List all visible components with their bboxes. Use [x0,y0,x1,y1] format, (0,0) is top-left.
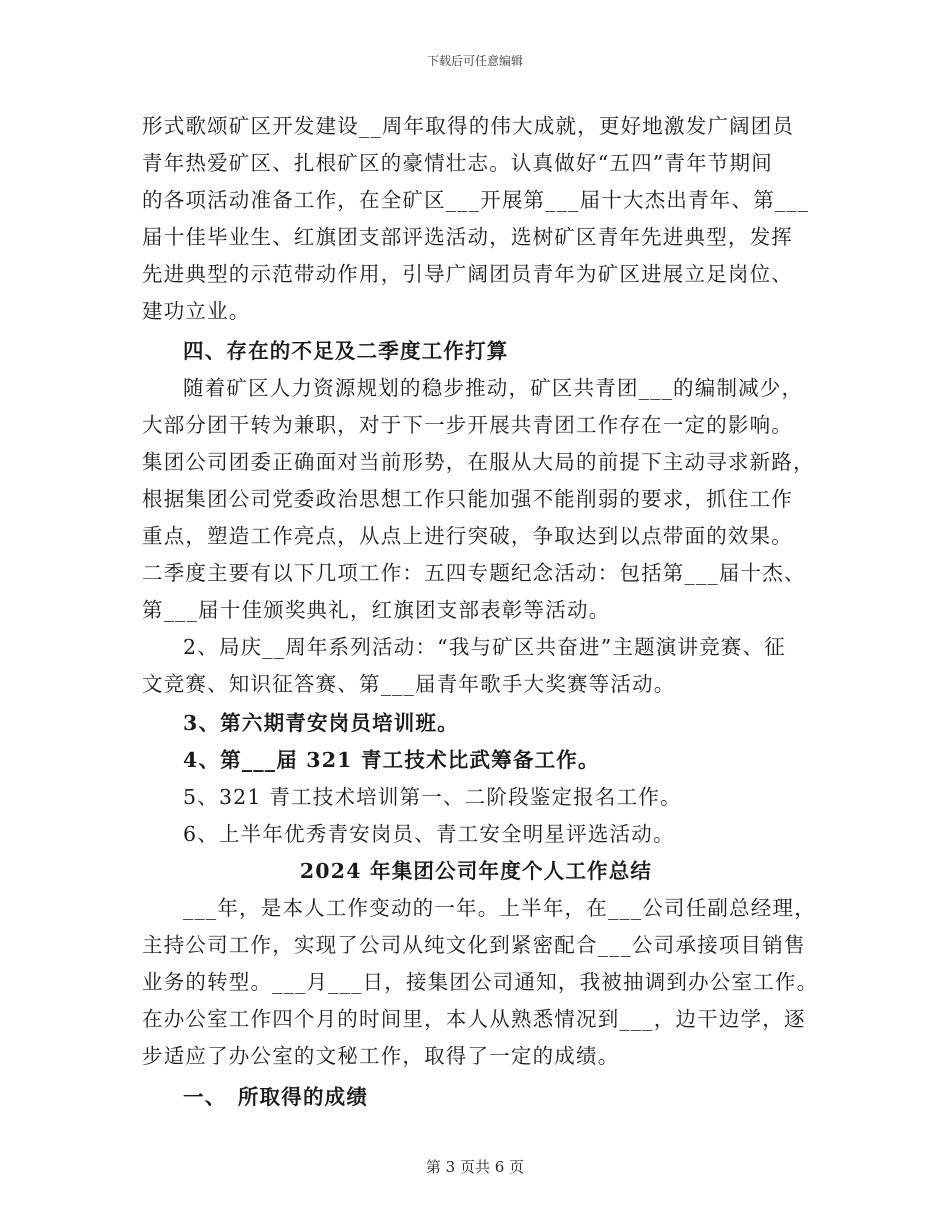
text-line: 大部分团干转为兼职，对于下一步开展共青团工作存在一定的影响。 [142,413,793,437]
list-item-3: 3、第六期青安岗员培训班。 [183,711,459,735]
text-line: 届十佳毕业生、红旗团支部评选活动，选树矿区青年先进典型，发挥 [142,225,793,249]
text-line: 根据集团公司党委政治思想工作只能加强不能削弱的要求，抓住工作 [142,487,793,511]
list-item-6: 6、上半年优秀青安岗员、青工安全明星评选活动。 [183,822,675,846]
section-heading: 四、存在的不足及二季度工作打算 [183,339,509,363]
text-line: 二季度主要有以下几项工作：五四专题纪念活动：包括第___届十杰、 [142,561,806,585]
text-line: 2、局庆__周年系列活动：“我与矿区共奋进”主题演讲竞赛、征 [183,635,787,659]
text-line: 先进典型的示范带动作用，引导广阔团员青年为矿区进展立足岗位、 [142,262,793,286]
document-body [142,108,819,1116]
text-line: 文竞赛、知识征答赛、第___届青年歌手大奖赛等活动。 [142,672,676,696]
paragraph-continuation [142,108,810,330]
section-heading: 一、 所取得的成绩 [183,1085,369,1109]
text-line: 重点，塑造工作亮点，从点上进行突破，争取达到以点带面的效果。 [142,524,793,548]
text-line: 步适应了办公室的文秘工作，取得了一定的成绩。 [142,1044,620,1068]
text-line: ___年，是本人工作变动的一年。上半年，在___公司任副总经理， [183,896,816,920]
page-footer: 第 3 页共 6 页 [425,1158,525,1176]
list-item-5: 5、321 青工技术培训第一、二阶段鉴定报名工作。 [183,785,682,809]
text-line: 在办公室工作四个月的时间里，本人从熟悉情况到___，边干边学，逐 [142,1007,806,1031]
summary-body [142,890,819,1075]
text-line: 青年热爱矿区、扎根矿区的豪情壮志。认真做好“五四”青年节期间 [142,151,773,175]
section4-body [142,370,815,629]
page-header: 下载后可任意编辑 [426,54,523,68]
text-line: 随着矿区人力资源规划的稳步推动，矿区共青团___的编制减少， [183,376,804,400]
list-item-4: 4、第___届 321 青工技术比武筹备工作。 [183,748,600,772]
text-line: 第___届十佳颁奖典礼，红旗团支部表彰等活动。 [142,598,611,622]
text-line: 建功立业。 [142,299,251,323]
text-line: 主持公司工作，实现了公司从纯文化到紧密配合___公司承接项目销售 [142,933,806,957]
text-line: 集团公司团委正确面对当前形势，在服从大局的前提下主动寻求新路， [142,450,815,474]
text-line: 形式歌颂矿区开发建设__周年取得的伟大成就，更好地激发广阔团员 [142,114,795,138]
text-line: 的各项活动准备工作，在全矿区___开展第___届十大杰出青年、第___ [142,188,810,212]
document-title: 2024 年集团公司年度个人工作总结 [299,859,653,883]
text-line: 业务的转型。___月___日，接集团公司通知，我被抽调到办公室工作。 [142,970,819,994]
list-item-2 [142,629,810,703]
